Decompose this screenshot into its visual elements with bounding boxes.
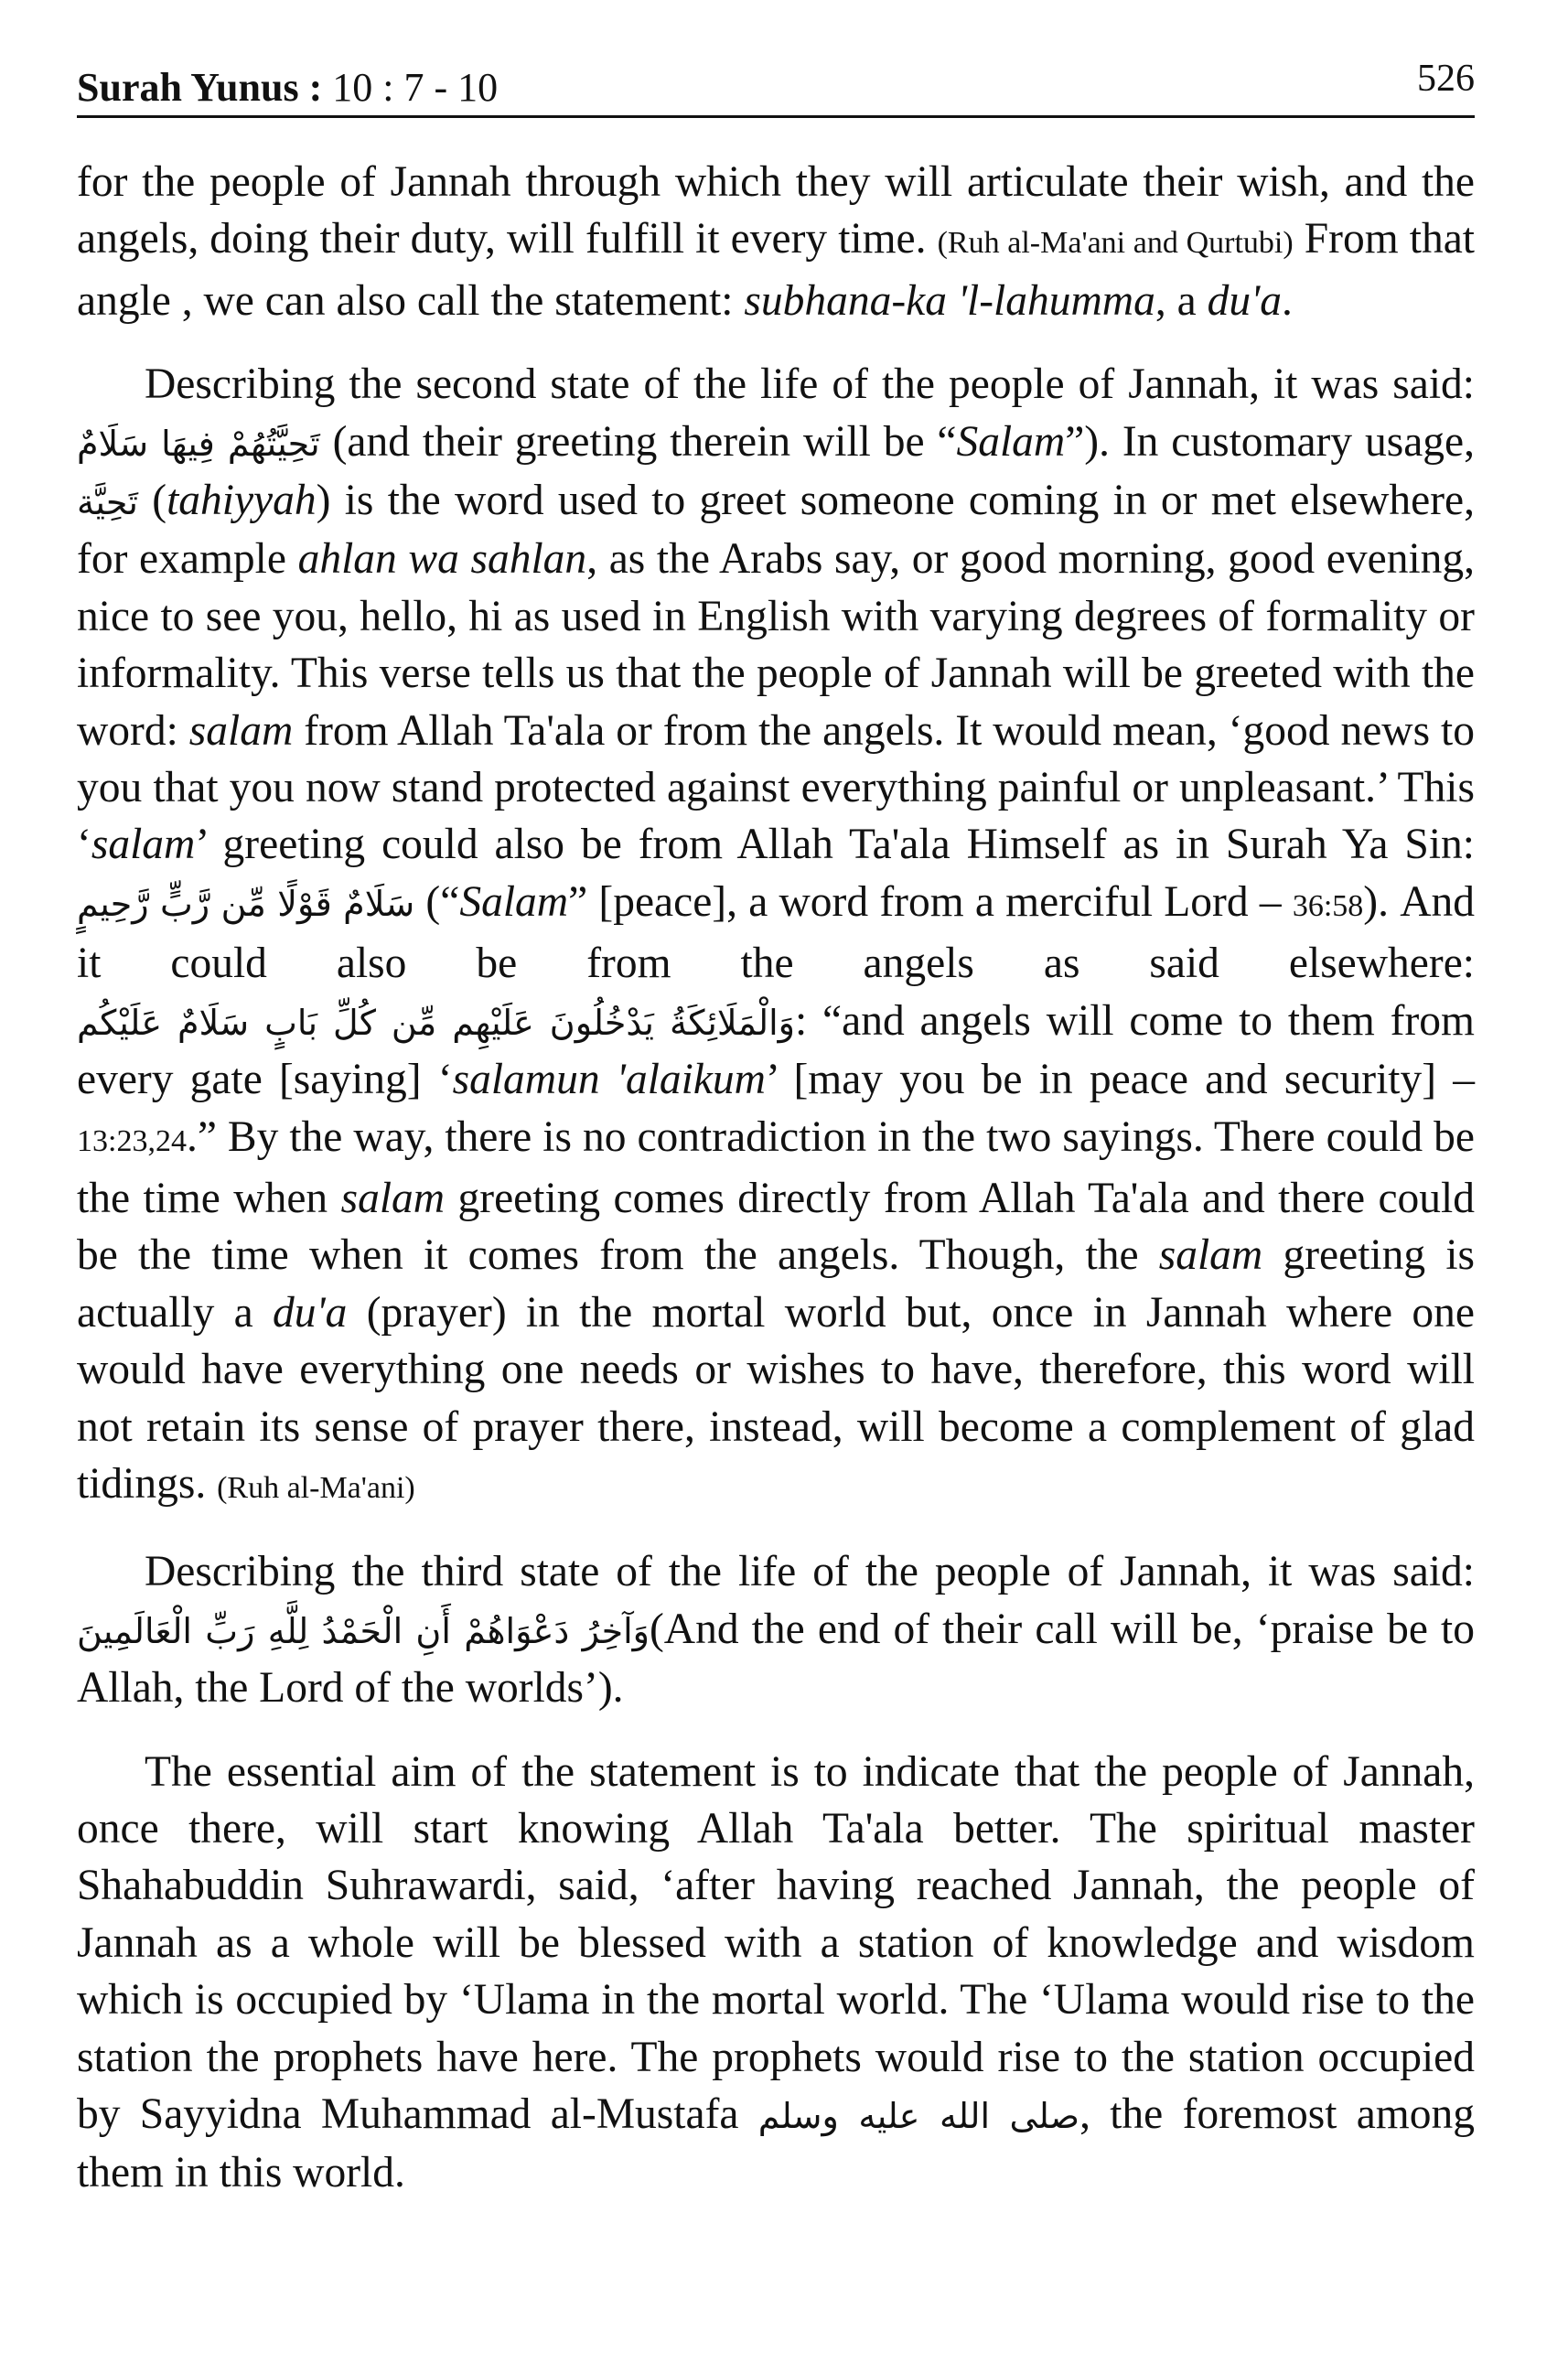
body-text <box>77 154 1475 2202</box>
transliteration: du'a <box>273 1288 348 1337</box>
transliteration: salam <box>1158 1231 1263 1280</box>
citation: (Ruh al-Ma'ani and Qurtubi) <box>937 226 1294 261</box>
arabic-quote: تَحِيَّتُهُمْ فِيهَا سَلَامٌ <box>77 423 320 464</box>
citation: (Ruh al-Ma'ani) <box>217 1470 415 1505</box>
transliteration: ahlan wa sahlan <box>297 535 587 584</box>
paragraph-1: for the people of Jannah through which they will articulate their wish, and the angels, doing their duty, will fulfill it every time. (Ruh al-Ma'ani and Qurtubi) From that angle , we can also call the statement: subhana-ka 'l-lahumma, a du'a. <box>77 158 1475 325</box>
transliteration: subhana-ka 'l-lahumma <box>744 276 1155 325</box>
arabic-quote: وَالْمَلَائِكَةُ يَدْخُلُونَ عَلَيْهِم مِّن كُلِّ بَابٍ سَلَامٌ عَلَيْكُم <box>77 1002 796 1043</box>
surah-title <box>77 64 498 111</box>
transliteration: Salam <box>956 417 1066 466</box>
transliteration: Salam <box>459 877 569 926</box>
paragraph-3: Describing the third state of the life of the people of Jannah, it was said: وَآخِرُ دَعْوَاهُمْ أَنِ الْحَمْدُ لِلَّهِ رَبِّ الْعَالَمِينَ(And the end of their call will be, ‘praise be to Allah, the Lord of the worlds’). <box>77 1548 1475 1713</box>
transliteration: salam <box>91 821 196 869</box>
paragraph-4: The essential aim of the statement is to indicate that the people of Jannah, once there, will start knowing Allah Ta'ala better. The spiritual master Shahabuddin Suhrawardi, said, ‘after having reached Jannah, the people of Jannah as a whole will be blessed with a station of knowledge and wisdom which is occupied by ‘Ulama in the mortal world. The ‘Ulama would rise to the station the prophets have here. The prophets would rise to the station occupied by Sayyidna Muhammad al-Mustafa صلى الله عليه وسلم, the foremost among them in this world. <box>77 1747 1475 2197</box>
transliteration: du'a <box>1207 276 1283 325</box>
citation: 36:58 <box>1292 888 1364 923</box>
running-header <box>77 57 1475 118</box>
arabic-salutation: صلى الله عليه وسلم <box>757 2096 1080 2136</box>
transliteration: salam <box>340 1174 446 1222</box>
arabic-quote: وَآخِرُ دَعْوَاهُمْ أَنِ الْحَمْدُ لِلَّهِ رَبِّ الْعَالَمِينَ <box>77 1610 650 1651</box>
arabic-quote: سَلَامٌ قَوْلًا مِّن رَّبٍّ رَّحِيمٍ <box>77 883 415 924</box>
surah-name: Surah Yunus : <box>77 65 323 110</box>
citation: 13:23,24 <box>77 1123 187 1158</box>
transliteration: tahiyyah <box>166 477 317 525</box>
verse-reference: 10 : 7 - 10 <box>332 65 499 110</box>
arabic-word: تَحِيَّة <box>77 482 138 523</box>
page-number: 526 <box>1417 58 1475 100</box>
paragraph-2: Describing the second state of the life of the people of Jannah, it was said: تَحِيَّتُهُمْ فِيهَا سَلَامٌ (and their greeting therein will be “Salam”). In customary usage, تَحِيَّة (tahiyyah) is the word used to greet someone coming in or met elsewhere, for example ahlan wa sahlan, as the Arabs say, or good morning, good evening, nice to see you, hello, hi as used in English with varying degrees of formality or informality. This verse tells us that the people of Jannah will be greeted with the word: salam from Allah Ta'ala or from the angels. It would mean, ‘good news to you that you now stand protected against everything painful or unpleasant.’ This ‘salam’ greeting could also be from Allah Ta'ala Himself as in Surah Ya Sin: سَلَامٌ قَوْلًا مِّن رَّبٍّ رَّحِيمٍ (“Salam” [peace], a word from a merciful Lord – 36:58). And it could also be from the angels as said elsewhere: وَالْمَلَائِكَةُ يَدْخُلُونَ عَلَيْهِم مِّن كُلِّ بَابٍ سَلَامٌ عَلَيْكُم: “and angels will come to them from every gate [saying] ‘salamun 'alaikum’ [may you be in peace and security] – 13:23,24.” By the way, there is no contradiction in the two sayings. There could be the time when salam greeting comes directly from Allah Ta'ala and there could be the time when it comes from the angels. Though, the salam greeting is actually a du'a (prayer) in the mortal world but, once in Jannah where one would have everything one needs or wishes to have, therefore, this word will not retain its sense of prayer there, instead, will become a complement of glad tidings. (Ruh al-Ma'ani) <box>77 360 1476 1508</box>
transliteration: salamun 'alaikum <box>452 1056 766 1104</box>
transliteration: salam <box>188 706 294 755</box>
